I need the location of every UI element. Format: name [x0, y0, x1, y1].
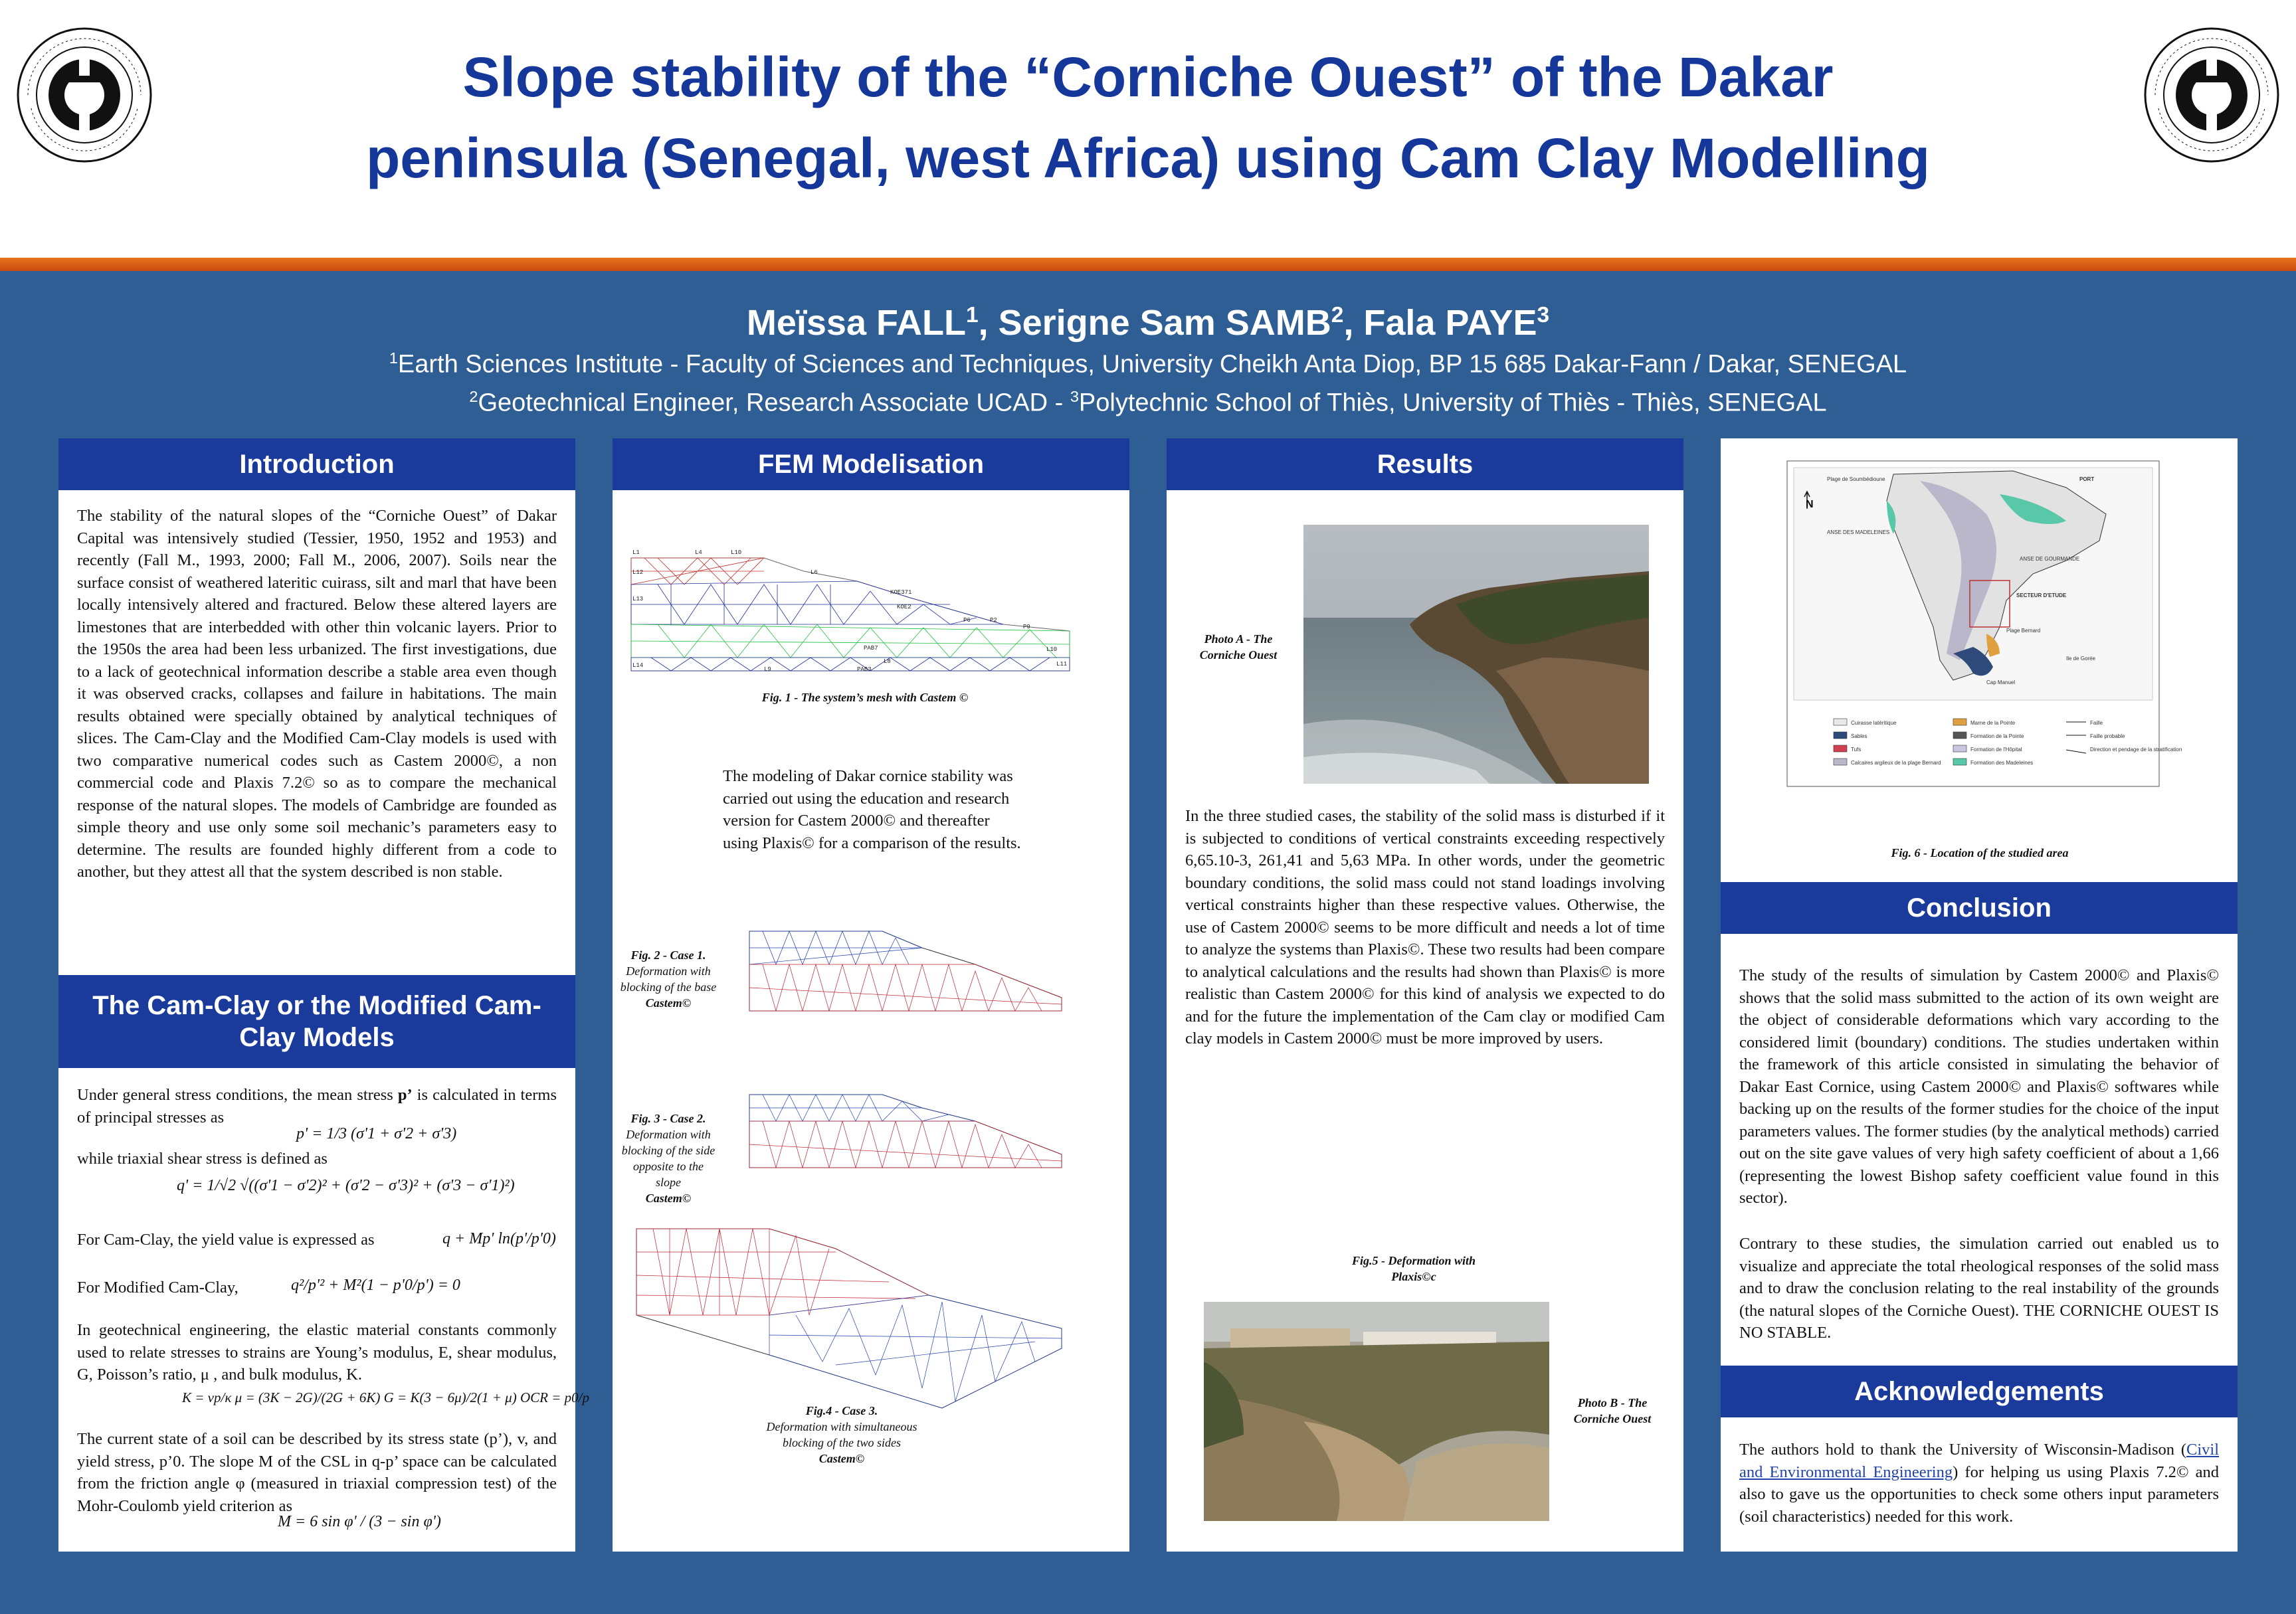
photoA-corniche-cliff [1303, 525, 1649, 784]
equation-shear-stress: q' = 1/√2 √((σ'1 − σ'2)² + (σ'2 − σ'3)² + (σ'3 − σ'1)²) [177, 1177, 515, 1194]
map-place-label: SECTEUR D'ETUDE [2016, 592, 2067, 598]
fem-heading: FEM Modelisation [613, 438, 1129, 490]
conclusion-text-1: The study of the results of simulation by Castem 2000© and Plaxis© shows that the solid mass submitted to the action of its own weight are the object of considerable deformations which vary according to the considered limit (boundary) conditions. The studies undertaken within the framework of this article consisted in simulating the behavior of Dakar East Cornice, using Castem 2000© and Plaxis© softwares while backing up on the results of the former studies for the choice of the input parameters values. The former studies (by the analytical methods) carried out on the site gave values of very high safety coefficient of about a 1,66 (representing the lowest Bishop safety coefficient value found in this sector). [1739, 966, 2219, 1207]
fig4-deformation-mesh [636, 1222, 1062, 1421]
column-1 [58, 438, 589, 1552]
photoB-corniche-slope [1204, 1302, 1549, 1521]
legend-item: Cuirasse latéritique [1851, 720, 1897, 726]
camclay-paragraph-1 [77, 1084, 557, 1128]
north-arrow-label: N [1806, 499, 1814, 510]
mesh-label: L8 [884, 658, 891, 665]
fig1-caption: Fig. 1 - The system’s mesh with Castem © [761, 691, 969, 704]
mesh-label: L13 [632, 596, 644, 602]
map-place-label: ANSE DES MADELEINES [1827, 529, 1890, 535]
mesh-label: L11 [1056, 661, 1068, 668]
map-place-label: Cap Manuel [1986, 679, 2016, 685]
affil-3-sup: 3 [1070, 388, 1079, 405]
column-4 [1721, 438, 2238, 1552]
mesh-label: L10 [731, 549, 742, 556]
orange-divider-stripe [0, 258, 2296, 271]
poster-title [159, 37, 2137, 199]
legend-item: Faille probable [2090, 733, 2125, 739]
affil-1-sup: 1 [389, 349, 398, 367]
fig3-caption [619, 1111, 718, 1206]
fig4-text: Deformation with simultaneous blocking of the two sides [766, 1420, 917, 1449]
fig2-title: Fig. 2 - Case 1. [630, 948, 706, 962]
camclay-paragraph-6: The current state of a soil can be described by its stress state (p’), v, and yield stress, p’0. The slope M of the CSL in q-p’ space can be calculated from the friction angle φ (measured in triaxial compression test) of the Mohr-Coulomb yield criterion as [77, 1430, 557, 1515]
fem-text: The modeling of Dakar cornice stability was carried out using the education and research version for Castem 2000© and thereafter using Plaxis© for a comparison of the results. [723, 767, 1021, 852]
mesh-label: P9 [1023, 624, 1030, 630]
mesh-label: KOE371 [890, 589, 912, 596]
fig3-deformation-mesh [749, 1088, 1062, 1174]
legend-item: Marne de la Pointe [1970, 720, 2016, 726]
poster-header [0, 0, 2296, 258]
university-seal-logo [15, 25, 154, 165]
camclay-heading-line1: The Cam-Clay or the Modified Cam- [92, 991, 541, 1020]
affiliation-line-2 [0, 380, 2296, 420]
university-seal-logo-right [2142, 25, 2281, 165]
acknowledgements-text [1739, 1439, 2219, 1528]
equation-modified-camclay: q²/p'² + M²(1 − p'0/p') = 0 [291, 1277, 460, 1294]
mesh-label: L10 [1046, 646, 1058, 653]
fig4-title: Fig.4 - Case 3. [805, 1404, 878, 1417]
legend-item: Faille [2090, 720, 2103, 726]
fig2-text: Deformation with blocking of the base [620, 964, 717, 994]
author-3: , Fala PAYE [1343, 303, 1537, 343]
camclay-paragraph-3: For Cam-Clay, the yield value is expressed as [77, 1231, 375, 1249]
equation-camclay-yield: q + Mp' ln(p'/p'0) [442, 1230, 556, 1247]
conclusion-text-2: Contrary to these studies, the simulation carried out enabled us to visualize and appreciate the total rheological responses of the solid mass and to draw the conclusion relating to the real instability of the grounds (the natural slopes of the Corniche Ouest). THE CORNICHE OUEST IS NO STABLE. [1739, 1235, 2219, 1342]
map-place-label: Plage de Soumbédioune [1827, 476, 1885, 482]
affil-3-text: Polytechnic School of Thiès, University of Thiès - Thiès, SENEGAL [1078, 389, 1827, 417]
mesh-label: PAB7 [864, 645, 878, 652]
legend-item: Direction et pendage de la stratification [2090, 747, 2182, 753]
fig3-tool: Castem© [645, 1192, 692, 1205]
affil-2-text: Geotechnical Engineer, Research Associate UCAD - [478, 389, 1070, 417]
mesh-label: KOE2 [897, 604, 911, 610]
camclay-paragraph-2: while triaxial shear stress is defined as [77, 1150, 328, 1168]
map-place-label: ANSE DE GOURMANDE [2020, 556, 2080, 562]
column-3 [1167, 438, 1683, 1552]
affiliation-line-1 [0, 341, 2296, 381]
author-1: Meïssa FALL [746, 303, 966, 343]
author-3-sup: 3 [1537, 303, 1550, 327]
fig1-mesh-diagram [631, 545, 1070, 677]
legend-item: Calcaires argileux de la plage Bernard [1851, 760, 1941, 766]
results-heading: Results [1167, 438, 1683, 490]
fig3-text: Deformation with blocking of the side opposite to the slope [621, 1128, 716, 1189]
map-place-label: Plage Bernard [2006, 628, 2041, 634]
acknowledgements-heading: Acknowledgements [1721, 1366, 2238, 1417]
legend-item: Tufs [1851, 747, 1862, 753]
column-2 [613, 438, 1129, 1552]
legend-item: Formation de la Pointe [1970, 733, 2024, 739]
ack-cee-link[interactable]: Civil and Environmental Engineering [1739, 1441, 2219, 1481]
camclay-heading [58, 975, 575, 1068]
map-place-label: Ile de Gorée [2066, 656, 2096, 662]
mesh-label: PAB3 [857, 666, 872, 673]
affil-1-text: Earth Sciences Institute - Faculty of Sciences and Techniques, University Cheikh Anta Diop, BP 15 685 Dakar-Fann / Dakar, SENEGAL [397, 350, 1907, 379]
equation-elastic-constants: K = νp/κ μ = (3K − 2G)/(2G + 6K) G = K(3 − 6μ)/2(1 + μ) OCR = p0/p [182, 1390, 589, 1405]
mesh-label: L12 [632, 569, 644, 576]
camclay-p1b: p’ [397, 1086, 413, 1104]
fig6-location-map [1787, 461, 2182, 786]
fig6-caption: Fig. 6 - Location of the studied area [1891, 846, 2069, 859]
mesh-label: L9 [764, 666, 771, 673]
author-1-sup: 1 [965, 303, 979, 327]
results-text: In the three studied cases, the stability of the solid mass is disturbed if it is subjected to conditions of vertical constraints exceeding respectively 6,65.10-3, 261,41 and 5,63 MPa. In other words, under the geometric boundary conditions, the solid mass could not stand loadings involving vertical constraints higher than these respective values. Otherwise, the use of Castem 2000© seems to be more difficult and needs a lot of time to analyze the systems than Plaxis©. These two results had been compare to analytical calculations and the results had shown than Plaxis© is more realistic than Castem 2000© for this kind of analysis we expected to do and for the future the implementation of the Cam clay or modified Cam clay models in Castem 2000© must be more improved by users. [1185, 807, 1665, 1047]
mesh-label: L6 [811, 569, 818, 576]
fig4-tool: Castem© [818, 1452, 865, 1465]
ack-text-1: The authors hold to thank the University of Wisconsin-Madison ( [1739, 1441, 2186, 1459]
photoB-caption: Photo B - The Corniche Ouest [1573, 1396, 1652, 1425]
camclay-paragraph-4: For Modified Cam-Clay, [77, 1279, 239, 1297]
mesh-label: L14 [632, 662, 644, 669]
poster-title-line1: Slope stability of the “Corniche Ouest” of the Dakar [462, 46, 1834, 108]
legend-item: Formation de l'Hôpital [1970, 747, 2022, 753]
fig2-caption [619, 947, 718, 1011]
map-place-label: PORT [2079, 476, 2095, 482]
fig2-deformation-mesh [749, 925, 1062, 1018]
mesh-label: P2 [990, 617, 997, 624]
fig5-caption: Fig.5 - Deformation with Plaxis©c [1351, 1254, 1476, 1283]
legend-item: Sables [1851, 733, 1867, 739]
author-2-sup: 2 [1331, 303, 1344, 327]
mesh-label: L4 [695, 549, 702, 556]
introduction-heading: Introduction [58, 438, 575, 490]
ack-text-2: ) for helping us using Plaxis 7.2© and also to gave us the opportunities to check some others input parameters (soil characteristics) needed for this work. [1739, 1463, 2219, 1526]
camclay-paragraph-5: In geotechnical engineering, the elastic material constants commonly used to relate stresses to strains are Young’s modulus, E, shear modulus, G, Poisson’s ratio, μ , and bulk modulus, K. [77, 1321, 557, 1384]
equation-csl-slope: M = 6 sin φ' / (3 − sin φ') [278, 1513, 441, 1530]
camclay-heading-line2: Clay Models [239, 1023, 395, 1052]
fig2-tool: Castem© [645, 996, 692, 1010]
mesh-label: L1 [632, 549, 640, 556]
authors-line [0, 292, 2296, 346]
fig4-caption [745, 1403, 938, 1467]
poster-title-line2: peninsula (Senegal, west Africa) using Cam Clay Modelling [365, 127, 1930, 189]
conclusion-heading: Conclusion [1721, 882, 2238, 934]
affil-2-sup: 2 [469, 388, 478, 405]
mesh-label: P6 [963, 617, 971, 624]
introduction-text: The stability of the natural slopes of the “Corniche Ouest” of Dakar Capital was intensively studied (Tessier, 1950, 1952 and 1953) and recently (Fall M., 1993, 2000; Fall M., 2006, 2007). Soils near the surface consist of weathered lateritic cuirass, silt and marl that have been locally intensively altered and fractured. Below these altered layers are limestones that are interbedded with other thin volcanic layers. Prior to the 1950s the area had been less urbanized. The first investigations, due to a lack of geotechnical information describe a stable area even though it was observed cracks, collapses and failure in habitations. The main results obtained were specially obtained by analytical techniques of slices. The Cam-Clay and the Modified Cam-Clay models is used with two comparative numerical codes such as Castem 2000©, a non commercial code and Plaxis 7.2© so as to compare the mechanical response of the natural slopes. The models of Cambridge are founded as simple theory and use only some soil mechanic’s parameters easy to determine. The results are founded highly different from a code to another, but they attest all that the system described is non stable. [77, 507, 557, 881]
photoA-caption: Photo A - The Corniche Ouest [1199, 632, 1278, 662]
author-2: , Serigne Sam SAMB [978, 303, 1331, 343]
equation-mean-stress: p' = 1/3 (σ'1 + σ'2 + σ'3) [296, 1125, 457, 1142]
legend-item: Formation des Madeleines [1970, 760, 2034, 766]
camclay-p1c: is calculated in terms of principal stresses as [77, 1086, 557, 1126]
fig3-title: Fig. 3 - Case 2. [630, 1112, 706, 1125]
camclay-p1a: Under general stress conditions, the mean stress [77, 1086, 398, 1104]
